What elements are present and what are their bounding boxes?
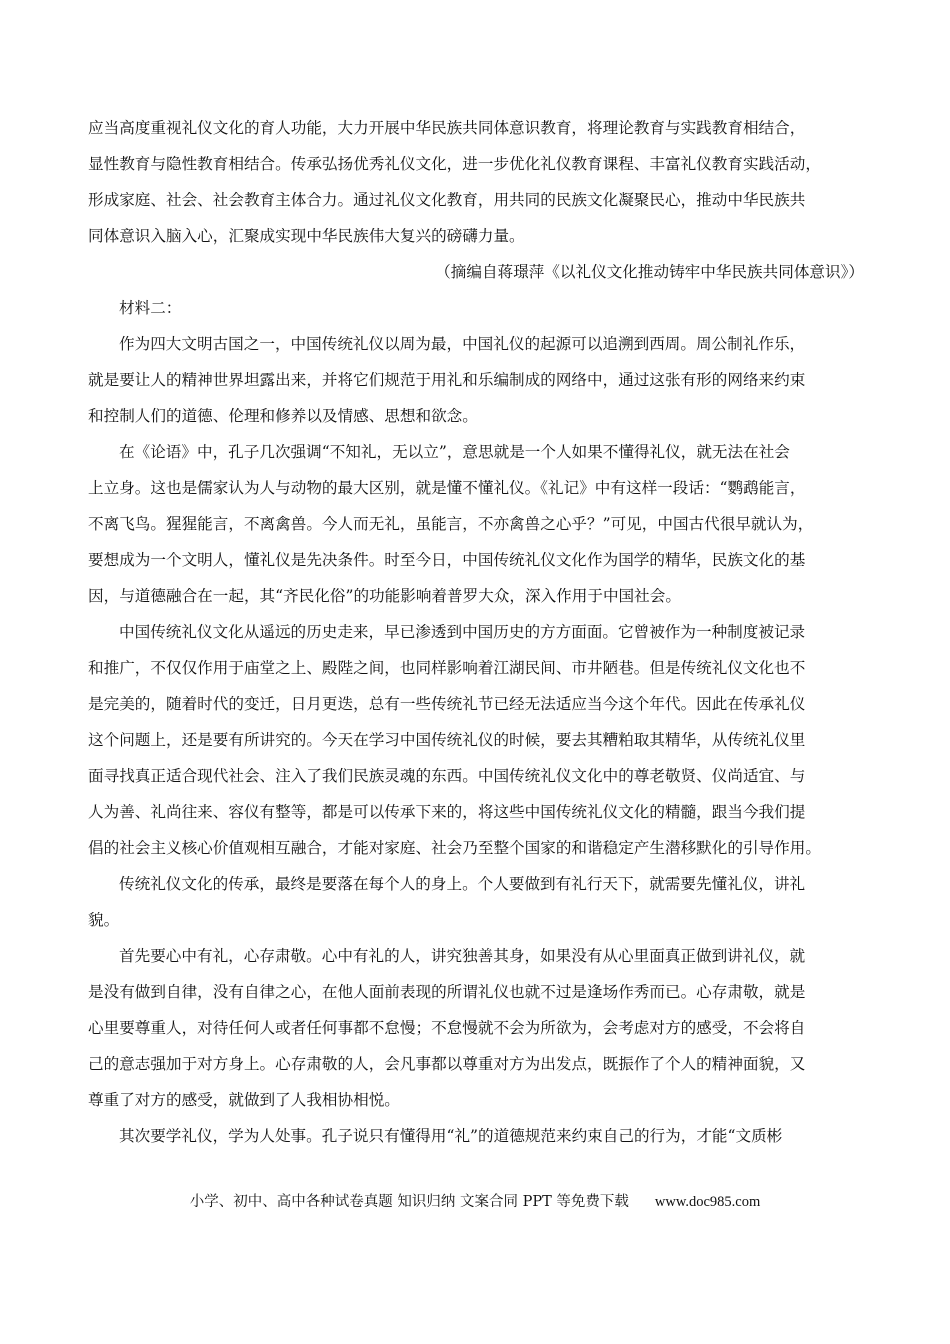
text-line: 倡的社会主义核心价值观相互融合，才能对家庭、社会乃至整个国家的和谐稳定产生潜移默化的引导作用。 [88, 839, 821, 857]
source-citation: （摘编自蒋璟萍《以礼仪文化推动铸牢中华民族共同体意识》） [435, 263, 864, 281]
text-line: 上立身。这也是儒家认为人与动物的最大区别，就是懂不懂礼仪。《礼记》中有这样一段话：“鹦鹉能言， [88, 479, 806, 497]
text-line: 要想成为一个文明人，懂礼仪是先决条件。时至今日，中国传统礼仪文化作为国学的精华，民族文化的基 [88, 551, 806, 569]
text-line: 心里要尊重人，对待任何人或者任何事都不怠慢；不怠慢就不会为所欲为，会考虑对方的感受，不会将自 [88, 1019, 806, 1037]
text-line: 就是要让人的精神世界坦露出来，并将它们规范于用礼和乐编制成的网络中，通过这张有形的网络来约束 [88, 371, 806, 389]
text-line: 和推广，不仅仅作用于庙堂之上、殿陛之间，也同样影响着江湖民间、市井陋巷。但是传统礼仪文化也不 [88, 659, 806, 677]
page-footer [0, 1190, 950, 1211]
text-line: 不离飞鸟。猩猩能言，不离禽兽。今人而无礼，虽能言，不亦禽兽之心乎？”可见，中国古代很早就认为， [88, 515, 814, 533]
footer-text: 小学、初中、高中各种试卷真题 知识归纳 文案合同 PPT 等免费下载 [189, 1194, 629, 1210]
text-line: 形成家庭、社会、社会教育主体合力。通过礼仪文化教育，用共同的民族文化凝聚民心，推动中华民族共 [88, 191, 806, 209]
text-line: 传统礼仪文化的传承，最终是要落在每个人的身上。个人要做到有礼行天下，就需要先懂礼仪，讲礼 [119, 875, 806, 893]
text-line: 和控制人们的道德、伦理和修养以及情感、思想和欲念。 [88, 407, 478, 425]
text-line: 在《论语》中，孔子几次强调“不知礼，无以立”，意思就是一个人如果不懂得礼仪，就无法在社会 [119, 443, 790, 461]
text-line: 人为善、礼尚往来、容仪有整等，都是可以传承下来的，将这些中国传统礼仪文化的精髓，跟当今我们提 [88, 803, 806, 821]
footer-site-link[interactable]: www.doc985.com [654, 1194, 761, 1210]
article-body [88, 110, 868, 1154]
text-line: 是完美的，随着时代的变迁，日月更迭，总有一些传统礼节已经无法适应当今这个年代。因此在传承礼仪 [88, 695, 806, 713]
text-line: 是没有做到自律，没有自律之心，在他人面前表现的所谓礼仪也就不过是逢场作秀而已。心存肃敬，就是 [88, 983, 806, 1001]
text-line: 尊重了对方的感受，就做到了人我相协相悦。 [88, 1091, 400, 1109]
text-line: 其次要学礼仪，学为人处事。孔子说只有懂得用“礼”的道德规范来约束自己的行为，才能“文质彬 [119, 1127, 783, 1145]
text-line: 貌。 [88, 911, 120, 929]
text-line: 同体意识入脑入心，汇聚成实现中华民族伟大复兴的磅礴力量。 [88, 227, 525, 245]
text-line: 己的意志强加于对方身上。心存肃敬的人，会凡事都以尊重对方为出发点，既振作了个人的精神面貌，又 [88, 1055, 806, 1073]
text-line: 这个问题上，还是要有所讲究的。今天在学习中国传统礼仪的时候，要去其糟粕取其精华，从传统礼仪里 [88, 731, 806, 749]
text-line: 应当高度重视礼仪文化的育人功能，大力开展中华民族共同体意识教育，将理论教育与实践教育相结合， [88, 119, 806, 137]
text-line: 显性教育与隐性教育相结合。传承弘扬优秀礼仪文化，进一步优化礼仪教育课程、丰富礼仪教育实践活动， [88, 155, 821, 173]
text-line: 首先要心中有礼，心存肃敬。心中有礼的人，讲究独善其身，如果没有从心里面真正做到讲礼仪，就 [119, 947, 806, 965]
text-line: 中国传统礼仪文化从遥远的历史走来，早已渗透到中国历史的方方面面。它曾被作为一种制度被记录 [119, 623, 806, 641]
text-line: 作为四大文明古国之一，中国传统礼仪以周为最，中国礼仪的起源可以追溯到西周。周公制礼作乐， [119, 335, 806, 353]
text-line: 面寻找真正适合现代社会、注入了我们民族灵魂的东西。中国传统礼仪文化中的尊老敬贤、仪尚适宜、与 [88, 767, 806, 785]
text-line: 材料二： [119, 299, 182, 317]
text-line: 因，与道德融合在一起，其“齐民化俗”的功能影响着普罗大众，深入作用于中国社会。 [88, 587, 681, 605]
